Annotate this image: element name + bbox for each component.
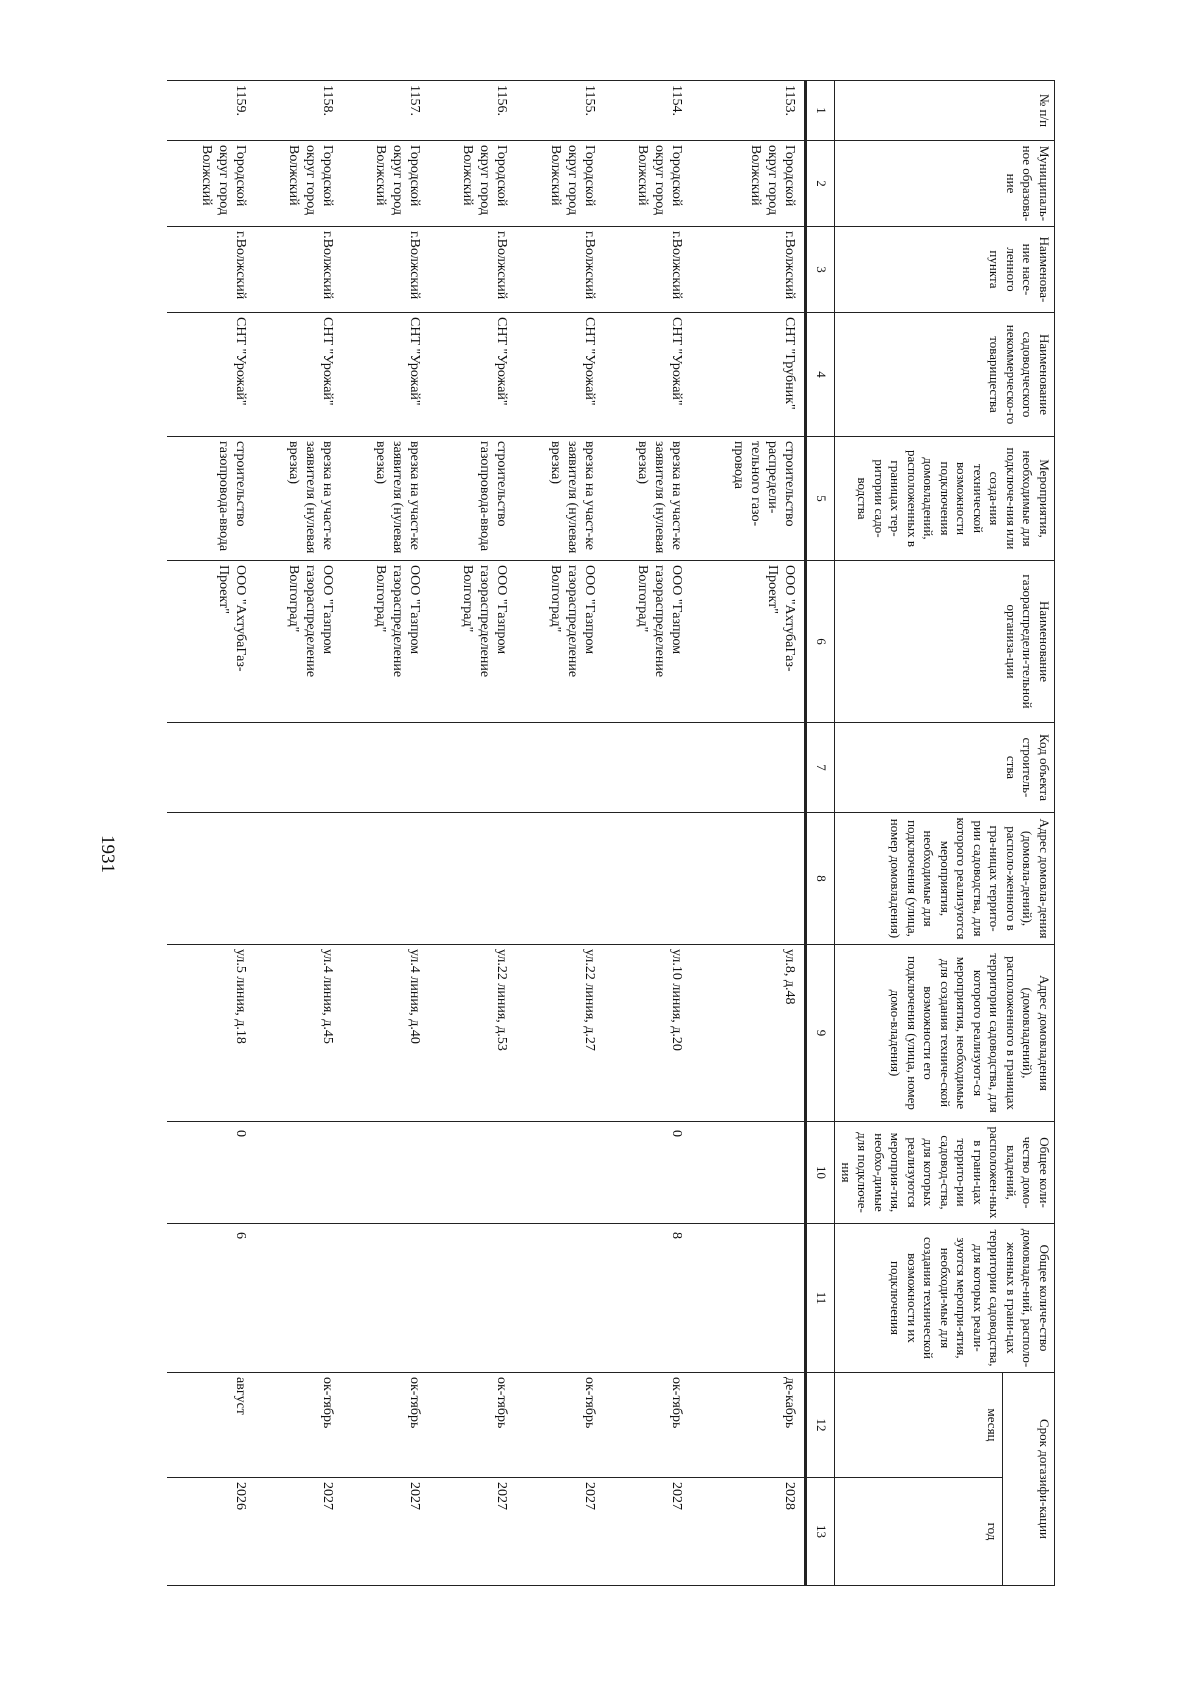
- header-count-connection: Общее коли-чество домо-владений, расположен-ных в грани-цах террито-рии садовод-ства, для которых реализуются мероприя-тия, необхо-димые для подключе-ния: [835, 1122, 1055, 1224]
- header-gas-org: Наименование газораспредели-тельной организа-ции: [835, 561, 1055, 723]
- cell-object-code: [691, 723, 806, 813]
- header-deadline: Срок догазифи-кации: [1003, 1373, 1055, 1586]
- header-count-creation: Общее количе-ство домовладе-ний, располо-женных в грани-цах территории садоводства, для которых реали-зуются меропри-ятия, необходи-мые для создания технической возможности их подключения: [835, 1224, 1055, 1373]
- cell-measures: строительство газопровода-ввода: [429, 437, 516, 561]
- column-number: 11: [805, 1224, 835, 1373]
- cell-object-code: [342, 723, 429, 813]
- header-year: год: [835, 1478, 1003, 1586]
- column-number-row: [805, 81, 835, 1586]
- column-number: 5: [805, 437, 835, 561]
- cell-measures: врезка на участ-ке заявителя (нулевая врезка): [604, 437, 691, 561]
- cell-partnership: СНТ "Грубник": [691, 313, 806, 437]
- column-number: 9: [805, 945, 835, 1122]
- cell-partnership: СНТ "Урожай": [168, 313, 255, 437]
- cell-count-creation: [516, 1224, 603, 1373]
- cell-object-code: [604, 723, 691, 813]
- cell-month: де-кабрь: [691, 1373, 806, 1478]
- header-measures: Мероприятия, необходимые для подключе-ния или созда-ния технической возможности подключения домовладений, расположенных в границах тер-ритории садо-водства: [835, 437, 1055, 561]
- cell-address-measures: [691, 813, 806, 945]
- header-address-creation: Адрес домовладения (домовладений), расположенного в границах территории садоводства, для которого реализуют-ся мероприятия, необходимые для создания техниче-ской возможности его подключения (улица, номер домо-владения): [835, 945, 1055, 1122]
- table-row: [604, 81, 691, 1586]
- page-number: 1931: [97, 835, 118, 873]
- cell-year: 2027: [429, 1478, 516, 1586]
- column-number: 12: [805, 1373, 835, 1478]
- cell-count-creation: [342, 1224, 429, 1373]
- column-number: 4: [805, 313, 835, 437]
- cell-gas-org: ООО "Газпром газораспределение Волгоград": [255, 561, 342, 723]
- cell-municipality: Городской округ город Волжский: [255, 141, 342, 227]
- column-number: 2: [805, 141, 835, 227]
- cell-year: 2028: [691, 1478, 806, 1586]
- table-row: [691, 81, 806, 1586]
- column-number: 13: [805, 1478, 835, 1586]
- cell-count-creation: 8: [604, 1224, 691, 1373]
- cell-address-measures: [255, 813, 342, 945]
- cell-measures: врезка на участ-ке заявителя (нулевая врезка): [516, 437, 603, 561]
- rotated-page: [175, 60, 1055, 1605]
- cell-month: ок-тябрь: [604, 1373, 691, 1478]
- cell-month: август: [168, 1373, 255, 1478]
- cell-address-creation: ул.8, д.48: [691, 945, 806, 1122]
- cell-measures: строительство распредели-тельного газо-провода: [691, 437, 806, 561]
- cell-no: 1157.: [342, 81, 429, 141]
- header-month: месяц: [835, 1373, 1003, 1478]
- cell-count-connection: [255, 1122, 342, 1224]
- cell-measures: врезка на участ-ке заявителя (нулевая врезка): [342, 437, 429, 561]
- cell-count-connection: 0: [604, 1122, 691, 1224]
- cell-settlement: г.Волжский: [429, 227, 516, 313]
- cell-count-connection: [691, 1122, 806, 1224]
- column-number: 3: [805, 227, 835, 313]
- cell-count-creation: 6: [168, 1224, 255, 1373]
- cell-no: 1155.: [516, 81, 603, 141]
- cell-count-connection: [342, 1122, 429, 1224]
- cell-object-code: [255, 723, 342, 813]
- header-settlement: Наименова-ние насе-ленного пункта: [835, 227, 1055, 313]
- table-row: [429, 81, 516, 1586]
- cell-address-measures: [429, 813, 516, 945]
- cell-address-creation: ул.5 линия, д.18: [168, 945, 255, 1122]
- table-row: [342, 81, 429, 1586]
- cell-partnership: СНТ "Урожай": [429, 313, 516, 437]
- cell-gas-org: ООО "АхтубаГаз-Проект": [168, 561, 255, 723]
- column-number: 6: [805, 561, 835, 723]
- cell-count-creation: [255, 1224, 342, 1373]
- cell-year: 2027: [604, 1478, 691, 1586]
- cell-address-measures: [604, 813, 691, 945]
- cell-no: 1153.: [691, 81, 806, 141]
- cell-gas-org: ООО "Газпром газораспределение Волгоград": [604, 561, 691, 723]
- cell-settlement: г.Волжский: [691, 227, 806, 313]
- header-municipality: Муниципаль-ное образова-ние: [835, 141, 1055, 227]
- cell-month: ок-тябрь: [429, 1373, 516, 1478]
- cell-address-creation: ул.4 линия, д.45: [255, 945, 342, 1122]
- cell-measures: строительство газопровода-ввода: [168, 437, 255, 561]
- header-address-measures: Адрес домовла-дения (домовла-дений), располо-женного в гра-ницах террито-рии садоводства, для которого реализуются мероприятия, необходимые для подключения (улица, номер домовладения): [835, 813, 1055, 945]
- cell-address-creation: ул.4 линия, д.40: [342, 945, 429, 1122]
- header-partnership: Наименование садоводческого некоммерческо-го товарищества: [835, 313, 1055, 437]
- cell-gas-org: ООО "Газпром газораспределение Волгоград": [516, 561, 603, 723]
- table-row: [168, 81, 255, 1586]
- cell-object-code: [429, 723, 516, 813]
- cell-count-connection: 0: [168, 1122, 255, 1224]
- cell-settlement: г.Волжский: [255, 227, 342, 313]
- cell-address-measures: [516, 813, 603, 945]
- cell-address-creation: ул.22 линия, д.27: [516, 945, 603, 1122]
- cell-gas-org: ООО "АхтубаГаз-Проект": [691, 561, 806, 723]
- cell-year: 2027: [255, 1478, 342, 1586]
- cell-address-measures: [342, 813, 429, 945]
- cell-count-connection: [429, 1122, 516, 1224]
- cell-gas-org: ООО "Газпром газораспределение Волгоград": [429, 561, 516, 723]
- cell-settlement: г.Волжский: [342, 227, 429, 313]
- cell-settlement: г.Волжский: [516, 227, 603, 313]
- table-body: [168, 81, 806, 1586]
- column-number: 1: [805, 81, 835, 141]
- cell-count-creation: [691, 1224, 806, 1373]
- cell-month: ок-тябрь: [516, 1373, 603, 1478]
- cell-partnership: СНТ "Урожай": [255, 313, 342, 437]
- cell-month: ок-тябрь: [255, 1373, 342, 1478]
- cell-no: 1154.: [604, 81, 691, 141]
- column-number: 7: [805, 723, 835, 813]
- cell-municipality: Городской округ город Волжский: [342, 141, 429, 227]
- gasification-table: [168, 80, 1056, 1586]
- cell-count-creation: [429, 1224, 516, 1373]
- header-object-code: Код объекта строитель-ства: [835, 723, 1055, 813]
- cell-municipality: Городской округ город Волжский: [429, 141, 516, 227]
- cell-object-code: [516, 723, 603, 813]
- cell-address-measures: [168, 813, 255, 945]
- cell-month: ок-тябрь: [342, 1373, 429, 1478]
- cell-year: 2026: [168, 1478, 255, 1586]
- cell-partnership: СНТ "Урожай": [342, 313, 429, 437]
- cell-municipality: Городской округ город Волжский: [516, 141, 603, 227]
- cell-year: 2027: [342, 1478, 429, 1586]
- column-number: 10: [805, 1122, 835, 1224]
- column-number: 8: [805, 813, 835, 945]
- cell-municipality: Городской округ город Волжский: [168, 141, 255, 227]
- cell-address-creation: ул.10 линия, д.20: [604, 945, 691, 1122]
- cell-settlement: г.Волжский: [604, 227, 691, 313]
- cell-partnership: СНТ "Урожай": [516, 313, 603, 437]
- cell-gas-org: ООО "Газпром газораспределение Волгоград": [342, 561, 429, 723]
- cell-object-code: [168, 723, 255, 813]
- cell-municipality: Городской округ город Волжский: [691, 141, 806, 227]
- cell-partnership: СНТ "Урожай": [604, 313, 691, 437]
- cell-no: 1156.: [429, 81, 516, 141]
- table-row: [255, 81, 342, 1586]
- cell-count-connection: [516, 1122, 603, 1224]
- cell-no: 1159.: [168, 81, 255, 141]
- cell-no: 1158.: [255, 81, 342, 141]
- cell-municipality: Городской округ город Волжский: [604, 141, 691, 227]
- cell-measures: врезка на участ-ке заявителя (нулевая врезка): [255, 437, 342, 561]
- cell-year: 2027: [516, 1478, 603, 1586]
- cell-address-creation: ул.22 линия, д.53: [429, 945, 516, 1122]
- cell-settlement: г.Волжский: [168, 227, 255, 313]
- table-header: [835, 81, 1055, 1586]
- header-no: № п/п: [835, 81, 1055, 141]
- table-row: [516, 81, 603, 1586]
